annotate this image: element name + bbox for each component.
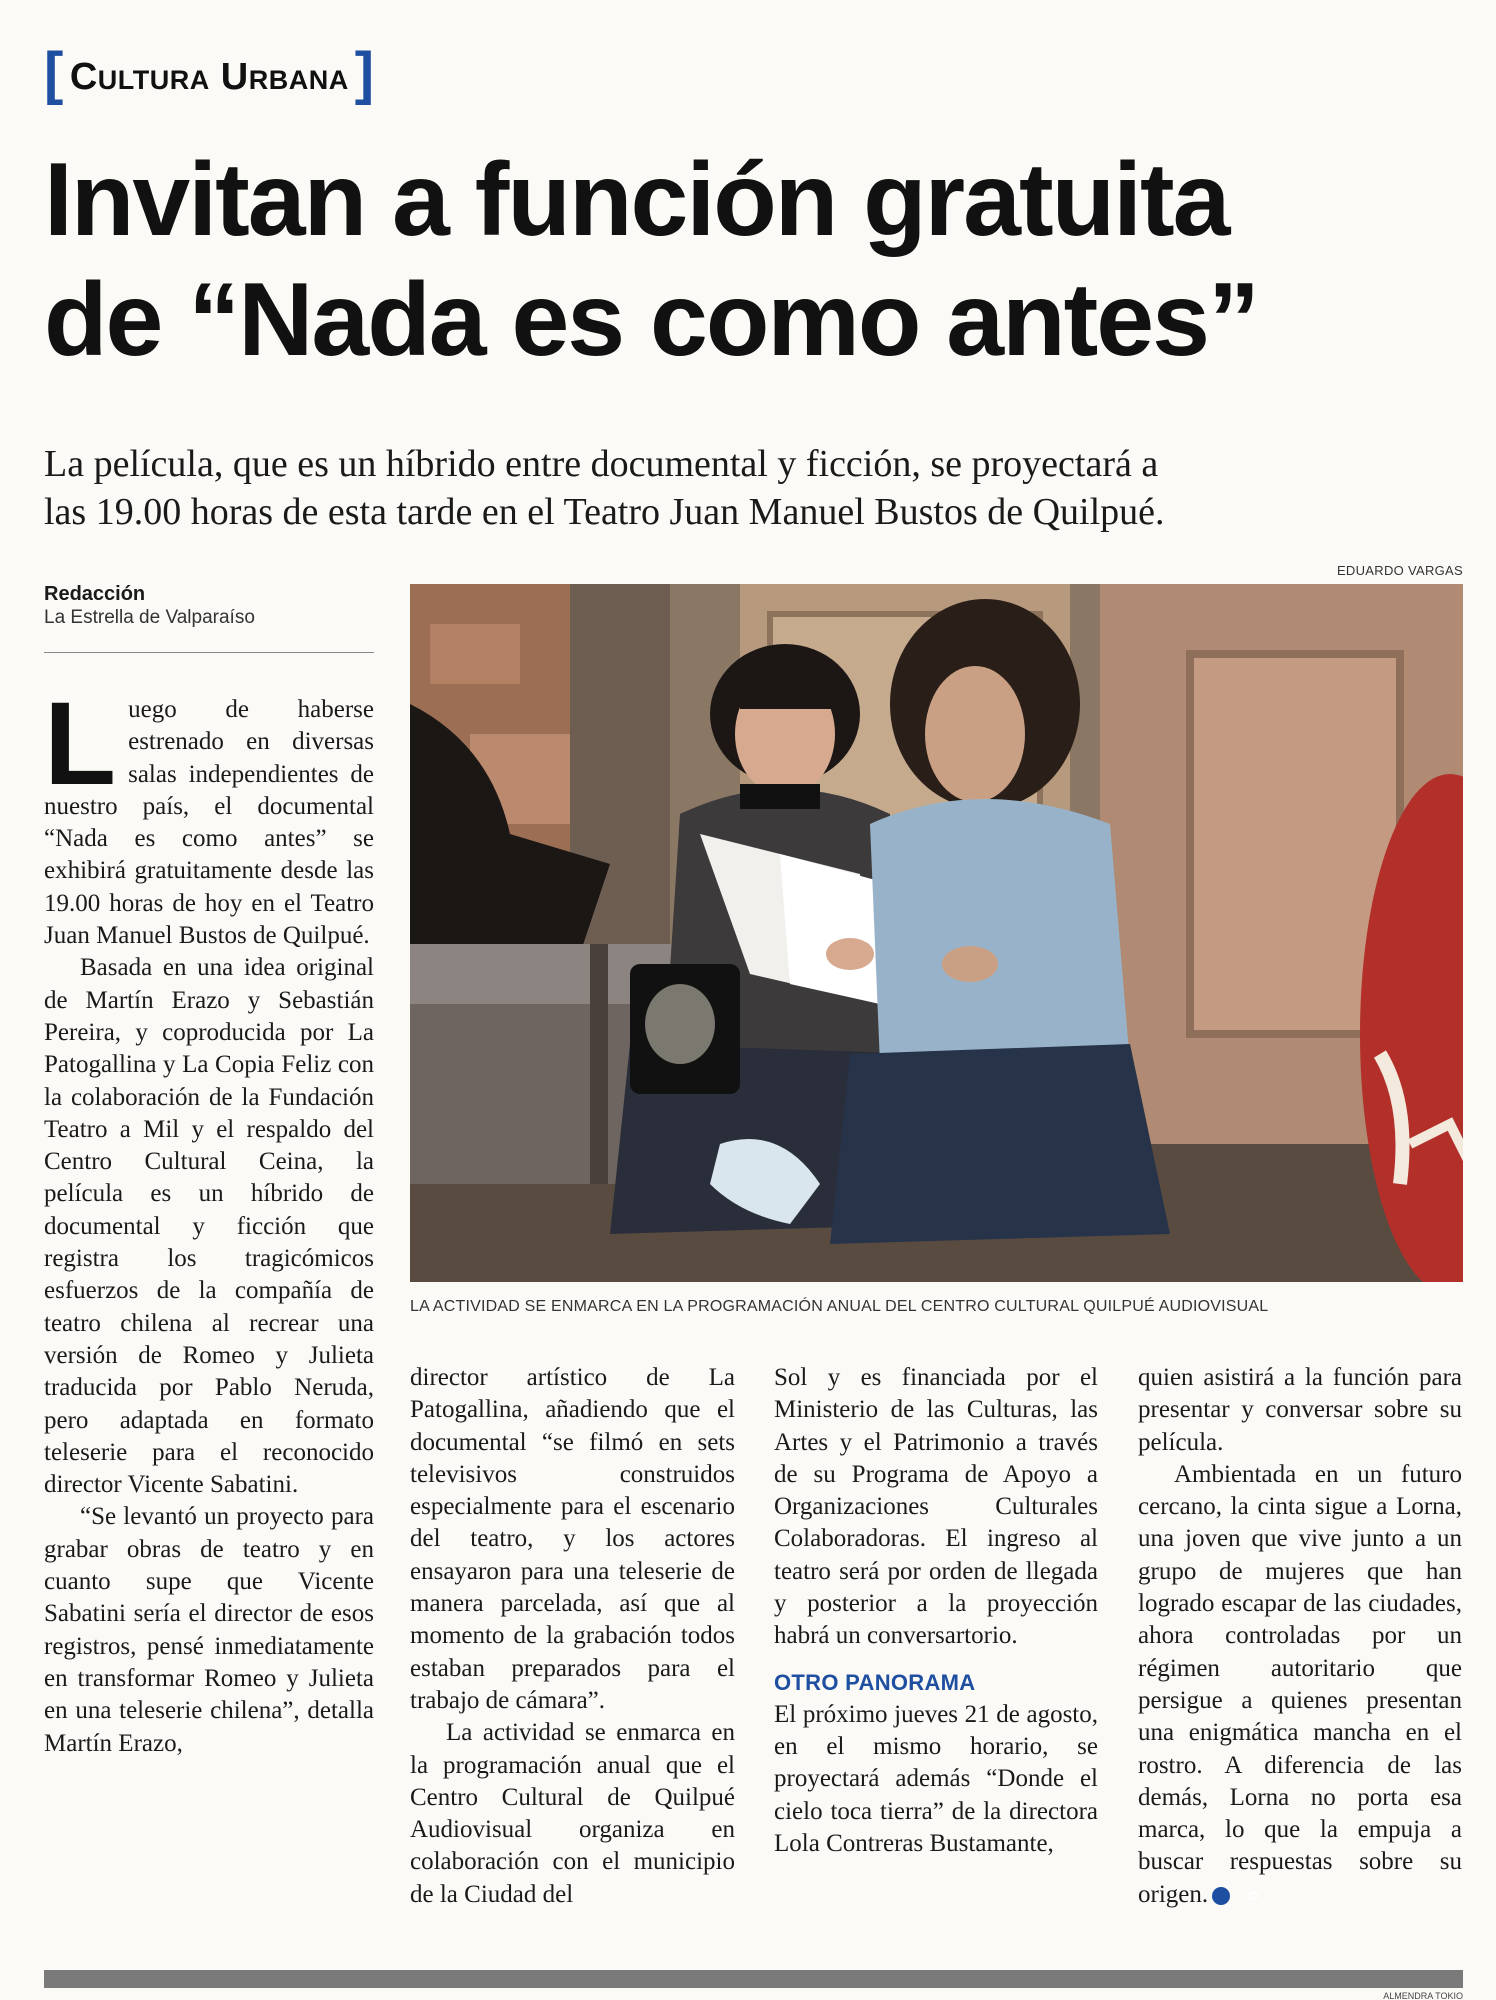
paragraph: La actividad se enmarca en la programación anual que el Centro Cultural de Quilpué Audiovisual organiza en colaboración con el municipio de la Ciudad del [410,1719,735,1908]
byline [44,582,374,630]
article-photo [410,584,1463,1282]
bracket-right: ] [354,41,375,106]
drop-cap: L [44,678,117,810]
paragraph-text: uego de haberse estrenado en diversas salas independientes de nuestro país, el documental “Nada es como antes” se exhibirá gratuitamente desde las 19.00 horas de hoy en el Teatro Juan Manuel Bustos de Quilpué. [44,696,374,950]
paragraph: “Se levantó un proyecto para grabar obras de teatro y en cuanto supe que Vicente Sabatini sería el director de esos registros, pensé inmediatamente en transformar Romeo y Julieta en una teleserie chilena”, detalla Martín Erazo, [44,1503,374,1757]
footer-credit: ALMENDRA TOKIO [1383,1991,1463,2000]
photo-credit: EDUARDO VARGAS [1336,563,1463,578]
paragraph [44,678,374,952]
headline [44,140,1454,380]
article-column-2 [410,1362,735,1911]
article-column-1 [44,678,374,1760]
byline-author: Redacción [44,583,146,605]
article-column-3 [774,1362,1098,1860]
photo-caption: LA ACTIVIDAD SE ENMARCA EN LA PROGRAMACIÓN ANUAL DEL CENTRO CULTURAL QUILPUÉ AUDIOVISUAL [410,1298,1269,1315]
paragraph: Sol y es financiada por el Ministerio de las Culturas, las Artes y el Patrimonio a través de su Programa de Apoyo a Organizaciones Culturales Colaboradoras. El ingreso al teatro será por orden de llegada y posterior a la proyección habrá un conversartorio. [774,1364,1098,1650]
article-column-4 [1138,1362,1462,1911]
bottom-rule [44,1970,1463,1988]
headline-line-2: de “Nada es como antes” [44,262,1258,378]
section-label [44,41,375,108]
headline-line-1: Invitan a función gratuita [44,142,1229,258]
deck [44,440,1454,536]
subheading: OTRO PANORAMA [774,1669,976,1695]
paragraph: El próximo jueves 21 de agosto, en el mismo horario, se proyectará además “Donde el cielo toca tierra” de la directora Lola Contreras Bustamante, [774,1700,1098,1857]
deck-line-1: La película, que es un híbrido entre documental y ficción, se proyectará a [44,443,1159,485]
section-name: Cultura Urbana [69,55,349,98]
paragraph: director artístico de La Patogallina, añadiendo que el documental “se filmó en sets televisivos construidos especialmente para el escenario del teatro, y los actores ensayaron para una teleserie de manera parcelada, así que al momento de la grabación todos estaban preparados para el trabajo de cámara”. [410,1364,735,1714]
photo-illustration [410,584,1463,1282]
paragraph [1138,1459,1462,1911]
end-mark-icon: ✪ [1212,1887,1230,1905]
paragraph: Basada en una idea original de Martín Erazo y Sebastián Pereira, y coproducida por La Patogallina y La Copia Feliz con la colaboración de la Fundación Teatro a Mil y el respaldo del Centro Cultural Ceina, la película es un híbrido de documental y ficción que registra los tragicómicos esfuerzos de la compañía de teatro chilena al recrear una versión de Romeo y Julieta traducida por Pablo Neruda, pero adaptada en formato teleserie para el reconocido director Vicente Sabatini. [44,954,374,1499]
byline-divider [44,652,374,653]
bracket-left: [ [44,41,64,106]
paragraph-text: Ambientada en un futuro cercano, la cinta sigue a Lorna, una joven que vive junto a un grupo de mujeres que han logrado escapar de las ciudades, ahora controladas por un régimen autoritario que persigue a quienes presentan una enigmática mancha en el rostro. A diferencia de las demás, Lorna no porta esa marca, lo que la empuja a buscar respuestas sobre su origen. [1138,1460,1462,1908]
deck-line-2: las 19.00 horas de esta tarde en el Teatro Juan Manuel Bustos de Quilpué. [44,491,1165,533]
byline-outlet: La Estrella de Valparaíso [44,607,255,628]
paragraph: quien asistirá a la función para presentar y conversar sobre su película. [1138,1364,1462,1456]
